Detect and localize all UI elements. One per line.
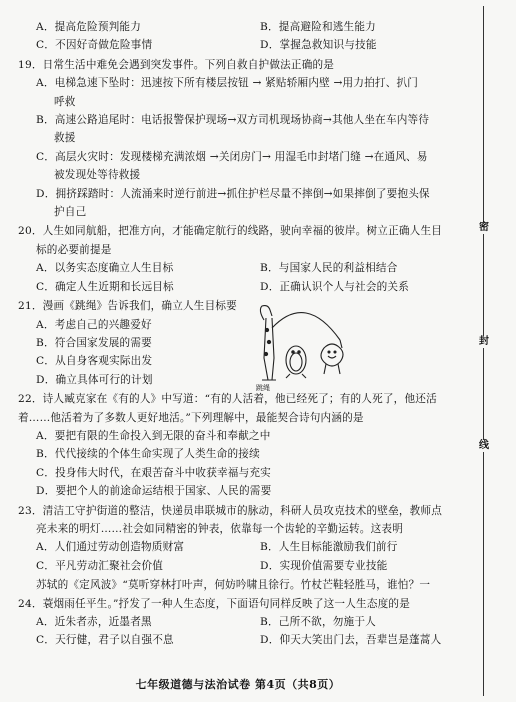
question-19 <box>18 56 466 222</box>
q24-options-row-1 <box>18 613 466 631</box>
question-20 <box>18 222 466 296</box>
q18-option-c: C．不因好奇做危险事情 <box>36 39 153 52</box>
q20-option-c: C．确定人生近期和长远目标 <box>36 280 174 293</box>
q21-option-b: B．符合国家发展的需要 <box>36 336 152 349</box>
question-22 <box>18 390 466 500</box>
q23-option-d: D．实现价值需要专业技能 <box>260 559 388 572</box>
q22-option-c: C．投身伟大时代，在艰苦奋斗中收获幸福与充实 <box>36 466 271 479</box>
q23-options-row-1 <box>18 538 466 556</box>
seal-line <box>483 6 484 696</box>
seal-char-xian: 线 <box>479 440 489 451</box>
q21-option-d: D．确立具体可行的计划 <box>36 373 153 386</box>
q20-option-b: B．与国家人民的利益相结合 <box>260 262 398 275</box>
q19-option-a-line2: 呼救 <box>54 95 76 108</box>
question-23 <box>18 502 466 576</box>
q18-options-row-2 <box>18 36 466 54</box>
q20-options-row-2 <box>18 278 466 296</box>
q18-options-row-1 <box>18 18 466 36</box>
q24-stem-line1: 苏轼的《定风波》“莫听穿林打叶声，何妨吟啸且徐行。竹杖芒鞋轻胜马，谁怕？一 <box>36 579 431 592</box>
page-footer: 七年级道德与法治试卷 第4页（共8页） <box>135 678 341 691</box>
q23-stem-line1: 23．清洁工守护街道的整洁，快递员串联城市的脉动，科研人员攻克技术的壁垒，教师点 <box>18 504 443 517</box>
q18-option-b: B．提高避险和逃生能力 <box>260 21 376 33</box>
seal-char-feng: 封 <box>479 336 489 347</box>
q24-option-d: D．仰天大笑出门去，吾辈岂是蓬蒿人 <box>260 634 442 647</box>
q22-stem-line1: 22．诗人臧克家在《有的人》中写道：“有的人活着，他已经死了；有的人死了，他还活 <box>18 393 437 406</box>
q20-option-a: A．以务实态度确立人生目标 <box>36 262 174 275</box>
q19-option-c-line2: 被发现处等待救援 <box>54 169 141 182</box>
q20-option-d: D．正确认识个人与社会的关系 <box>260 280 410 293</box>
q21-option-c: C．从自身客观实际出发 <box>36 355 153 368</box>
q19-option-b-line1: B．高速公路追尾时：电话报警保护现场→双方司机现场协商→其他人坐在车内等待 <box>36 114 430 127</box>
q19-option-a-line1: A．电梯急速下坠时：迅速按下所有楼层按钮 → 紧贴轿厢内壁 →用力拍打、扒门 <box>36 77 419 90</box>
q24-stem-line2-text: 蓑烟雨任平生。”抒发了一种人生态度，下面语句同样反映了这一人生态度的是 <box>42 597 410 610</box>
q23-option-c: C．平凡劳动汇聚社会价值 <box>36 559 164 572</box>
q24-option-a: A．近朱者赤，近墨者黑 <box>36 616 152 628</box>
q21-stem: 21．漫画《跳绳》告诉我们，确立人生目标要 <box>18 300 237 313</box>
q19-option-b-line2: 救援 <box>54 132 76 145</box>
cartoon-caption: 跳绳 <box>256 384 270 392</box>
q24-option-b: B．己所不欲，勿施于人 <box>260 616 376 628</box>
q19-option-d-line1: D．拥挤踩踏时：人流涌来时逆行前进→抓住护栏尽量不摔倒→如果摔倒了要抱头保 <box>36 187 430 200</box>
q23-options-row-2 <box>18 557 466 575</box>
q23-option-b: B．人生目标能激励我们前行 <box>260 541 398 554</box>
q19-option-c-line1: C．高层火灾时：发现楼梯充满浓烟 →关闭房门→ 用湿毛巾封堵门缝 →在通风、易 <box>36 150 428 163</box>
q24-stem-line2 <box>18 595 466 613</box>
seal-char-mi: 密 <box>479 222 489 233</box>
q18-option-d: D．掌握急救知识与技能 <box>260 39 377 52</box>
jump-rope-cartoon <box>236 298 356 388</box>
q20-stem-line2: 标的必要前提是 <box>36 243 112 256</box>
q23-stem-line2: 亮未来的明灯……社会如同精密的钟表，依靠每一个齿轮的辛勤运转。这表明 <box>36 522 403 535</box>
q22-option-b: B．代代接续的个体生命实现了人类生命的接续 <box>36 448 260 461</box>
q19-stem: 19．日常生活中难免会遇到突发事件。下列自救自护做法正确的是 <box>18 58 335 71</box>
q22-stem-line2: 着……他活着为了多数人更好地活。”下列理解中，最能契合诗句内涵的是 <box>18 411 364 424</box>
q24-number: 24． <box>18 597 43 610</box>
q20-stem-line1: 20．人生如同航船，把准方向，才能确定航行的线路，驶向幸福的彼岸。树立正确人生目 <box>18 225 443 238</box>
q24-option-c: C．天行健，君子以自强不息 <box>36 634 174 647</box>
q22-option-d: D．要把个人的前途命运结根于国家、人民的需要 <box>36 485 272 498</box>
q24-options-row-2 <box>18 631 466 649</box>
q21-option-a: A．考虑自己的兴趣爱好 <box>36 318 152 331</box>
q23-option-a: A．人们通过劳动创造物质财富 <box>36 541 185 554</box>
q22-option-a: A．要把有限的生命投入到无限的奋斗和奉献之中 <box>36 429 271 442</box>
question-24 <box>18 576 466 650</box>
q20-options-row-1 <box>18 259 466 277</box>
q18-option-a: A．提高危险预判能力 <box>36 21 141 33</box>
q19-option-d-line2: 护自己 <box>54 206 87 219</box>
